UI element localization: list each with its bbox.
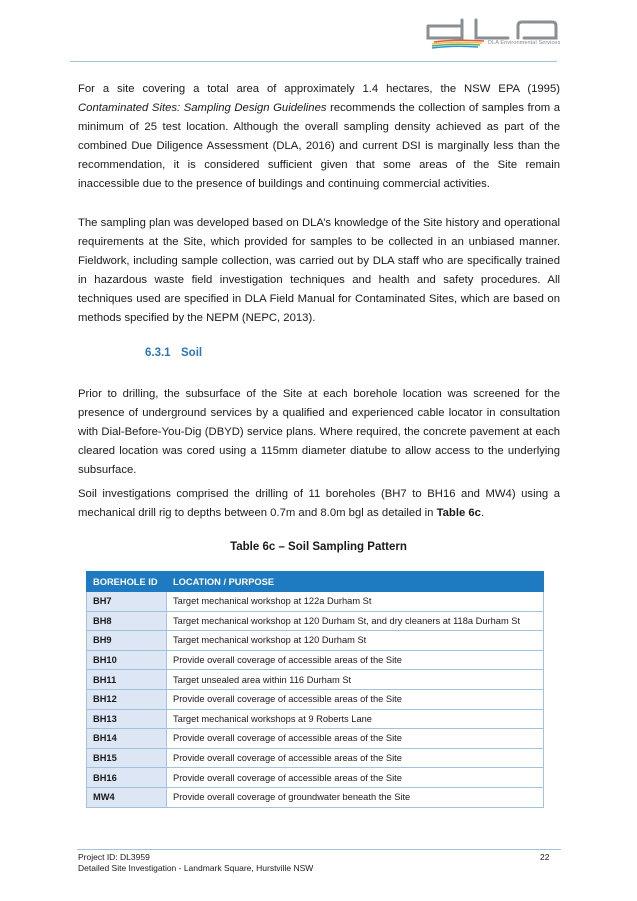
table-caption: Table 6c – Soil Sampling Pattern bbox=[230, 541, 407, 553]
section-title: Soil bbox=[181, 347, 203, 359]
borehole-id: BH16 bbox=[87, 768, 167, 788]
paragraph-sampling-density bbox=[78, 80, 560, 194]
table-row bbox=[87, 650, 544, 670]
location-purpose: Target mechanical workshop at 120 Durham St bbox=[167, 631, 544, 651]
table-row bbox=[87, 592, 544, 612]
location-purpose: Provide overall coverage of accessible areas of the Site bbox=[167, 748, 544, 768]
paragraph-soil-investigations bbox=[78, 485, 560, 523]
location-purpose: Target mechanical workshop at 122a Durham St bbox=[167, 592, 544, 612]
page-number: 22 bbox=[540, 852, 550, 862]
header-borehole-id: BOREHOLE ID bbox=[87, 572, 167, 592]
table-reference: Table 6c bbox=[436, 507, 481, 519]
location-purpose: Target unsealed area within 116 Durham St bbox=[167, 670, 544, 690]
paragraph-sampling-plan: The sampling plan was developed based on DLA’s knowledge of the Site history and operational requirements at the Site, which provided for samples to be collected in an unbiased manner. Fieldwork, including sample collection, was carried out by DLA staff who are specifically trained in hazardous waste field investigation techniques and health and safety procedures. All techniques used are specified in DLA Field Manual for Contaminated Sites, which are based on methods specified by the NEPM (NEPC, 2013). bbox=[78, 217, 560, 324]
table-row bbox=[87, 631, 544, 651]
footer-divider bbox=[77, 849, 561, 850]
location-purpose: Provide overall coverage of accessible areas of the Site bbox=[167, 650, 544, 670]
table-row bbox=[87, 729, 544, 749]
borehole-id: BH10 bbox=[87, 650, 167, 670]
table-row bbox=[87, 689, 544, 709]
location-purpose: Provide overall coverage of accessible areas of the Site bbox=[167, 768, 544, 788]
p4-text-a: Soil investigations comprised the drilling of 11 boreholes (BH7 to BH16 and MW4) using a mechanical drill rig to depths between 0.7m and 8.0m bgl as detailed in bbox=[78, 488, 560, 519]
table-row bbox=[87, 709, 544, 729]
borehole-id: BH14 bbox=[87, 729, 167, 749]
borehole-id: BH11 bbox=[87, 670, 167, 690]
location-purpose: Target mechanical workshop at 120 Durham St, and dry cleaners at 118a Durham St bbox=[167, 611, 544, 631]
soil-sampling-table bbox=[86, 571, 544, 808]
footer bbox=[78, 852, 313, 874]
location-purpose: Provide overall coverage of accessible areas of the Site bbox=[167, 689, 544, 709]
header-divider bbox=[70, 61, 557, 62]
p1-guideline-title: Contaminated Sites: Sampling Design Guidelines bbox=[78, 102, 327, 114]
borehole-id: BH12 bbox=[87, 689, 167, 709]
borehole-id: MW4 bbox=[87, 787, 167, 807]
logo-subtitle: DLA Environmental Services bbox=[488, 40, 561, 46]
table-row bbox=[87, 787, 544, 807]
borehole-id: BH13 bbox=[87, 709, 167, 729]
footer-document-title: Detailed Site Investigation - Landmark Square, Hurstville NSW bbox=[78, 863, 314, 873]
location-purpose: Provide overall coverage of accessible areas of the Site bbox=[167, 729, 544, 749]
paragraph-drilling-prep: Prior to drilling, the subsurface of the Site at each borehole location was screened for the presence of underground services by a qualified and experienced cable locator in consultation with Dial-Before-You-Dig (DBYD) service plans. Where required, the concrete pavement at each cleared location was cored using a 115mm diameter diatube to allow access to the underlying subsurface. bbox=[78, 388, 560, 476]
table-header-row bbox=[87, 572, 544, 592]
header-location-purpose: LOCATION / PURPOSE bbox=[167, 572, 544, 592]
dla-logo bbox=[424, 16, 564, 56]
table-row bbox=[87, 670, 544, 690]
borehole-id: BH7 bbox=[87, 592, 167, 612]
borehole-id: BH9 bbox=[87, 631, 167, 651]
footer-project-id: Project ID: DL3959 bbox=[78, 852, 150, 862]
table-row bbox=[87, 768, 544, 788]
location-purpose: Target mechanical workshops at 9 Roberts Lane bbox=[167, 709, 544, 729]
p1-text-a: For a site covering a total area of approximately 1.4 hectares, the NSW EPA (1995) bbox=[78, 83, 560, 95]
section-heading bbox=[145, 347, 202, 359]
borehole-id: BH8 bbox=[87, 611, 167, 631]
table-row bbox=[87, 748, 544, 768]
location-purpose: Provide overall coverage of groundwater beneath the Site bbox=[167, 787, 544, 807]
section-number: 6.3.1 bbox=[145, 347, 171, 359]
p1-text-b: recommends the collection of samples from a minimum of 25 test location. Although the overall sampling density achieved as part of the combined Due Diligence Assessment (DLA, 2016) and current DSI is marginally less than the recommendation, it is considered sufficient given that some areas of the Site remain inaccessible due to the presence of buildings and continuing commercial activities. bbox=[78, 102, 560, 190]
table-row bbox=[87, 611, 544, 631]
dla-logo-mark bbox=[424, 16, 564, 56]
p4-text-b: . bbox=[480, 507, 485, 519]
borehole-id: BH15 bbox=[87, 748, 167, 768]
